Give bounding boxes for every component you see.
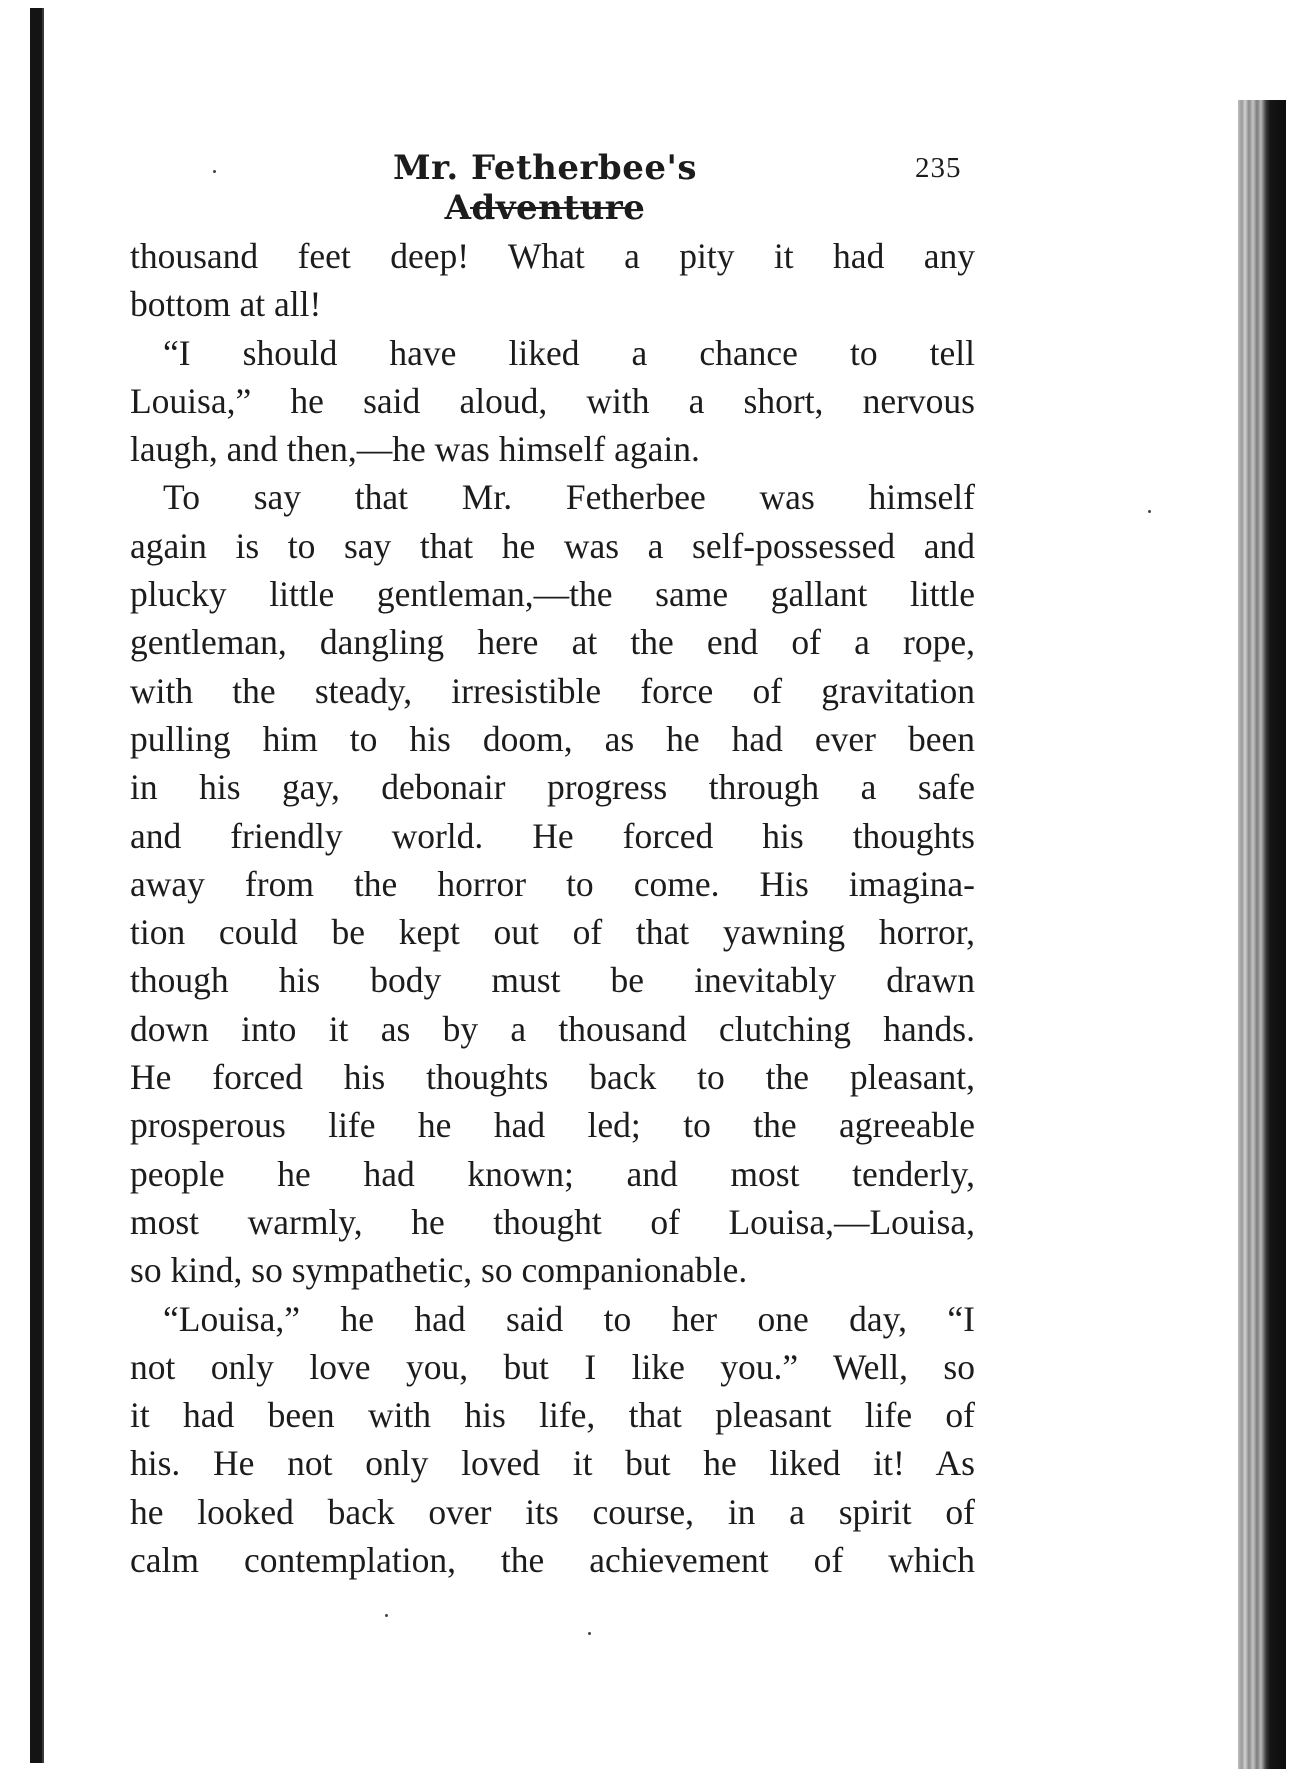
running-title: Mr. Fetherbee's Adventure [392, 148, 698, 228]
text-line: laugh, and then,—he was himself again. [130, 429, 700, 470]
text-line: with the steady, irresistible force of gravitation [130, 670, 975, 711]
text-line: pulling him to his doom, as he had ever been [130, 718, 975, 759]
text-line: in his gay, debonair progress through a safe [130, 767, 975, 808]
text-line: though his body must be inevitably drawn [130, 960, 975, 1001]
scan-speck [588, 1632, 591, 1635]
text-line: “Louisa,” he had said to her one day, “I [163, 1298, 975, 1339]
scan-speck [385, 1614, 388, 1617]
body-text [130, 232, 975, 1584]
text-line: To say that Mr. Fetherbee was himself [163, 477, 975, 518]
text-line: so kind, so sympathetic, so companionable. [130, 1250, 748, 1291]
page-edge [1238, 100, 1286, 1769]
text-line: down into it as by a thousand clutching hands. [130, 1008, 975, 1049]
text-line: his. He not only loved it but he liked it! As [130, 1443, 975, 1484]
text-line: most warmly, he thought of Louisa,—Louisa, [130, 1201, 975, 1242]
binding-edge [30, 8, 44, 1763]
text-line: “I should have liked a chance to tell [163, 332, 975, 373]
text-line: people he had known; and most tenderly, [130, 1153, 975, 1194]
text-line: He forced his thoughts back to the pleasant, [130, 1057, 975, 1098]
text-line: thousand feet deep! What a pity it had any [130, 236, 975, 276]
text-line: again is to say that he was a self-possessed and [130, 525, 975, 566]
text-line: bottom at all! [130, 284, 322, 325]
text-line: and friendly world. He forced his thoughts [130, 815, 975, 856]
text-line: tion could be kept out of that yawning horror, [130, 912, 975, 953]
text-line: he looked back over its course, in a spirit of [130, 1491, 975, 1532]
text-line: Louisa,” he said aloud, with a short, nervous [130, 380, 975, 421]
text-line: it had been with his life, that pleasant life of [130, 1395, 975, 1436]
text-line: away from the horror to come. His imagina- [130, 863, 975, 904]
text-line: calm contemplation, the achievement of which [130, 1540, 975, 1581]
header-rule [470, 207, 625, 209]
text-line: not only love you, but I like you.” Well, so [130, 1346, 975, 1387]
page-number: 235 [915, 152, 962, 184]
text-line: plucky little gentleman,—the same gallant little [130, 574, 975, 615]
text-line: prosperous life he had led; to the agreeable [130, 1105, 975, 1146]
text-line: gentleman, dangling here at the end of a rope, [130, 622, 975, 663]
scan-speck [213, 170, 216, 173]
scan-speck [1148, 510, 1151, 513]
